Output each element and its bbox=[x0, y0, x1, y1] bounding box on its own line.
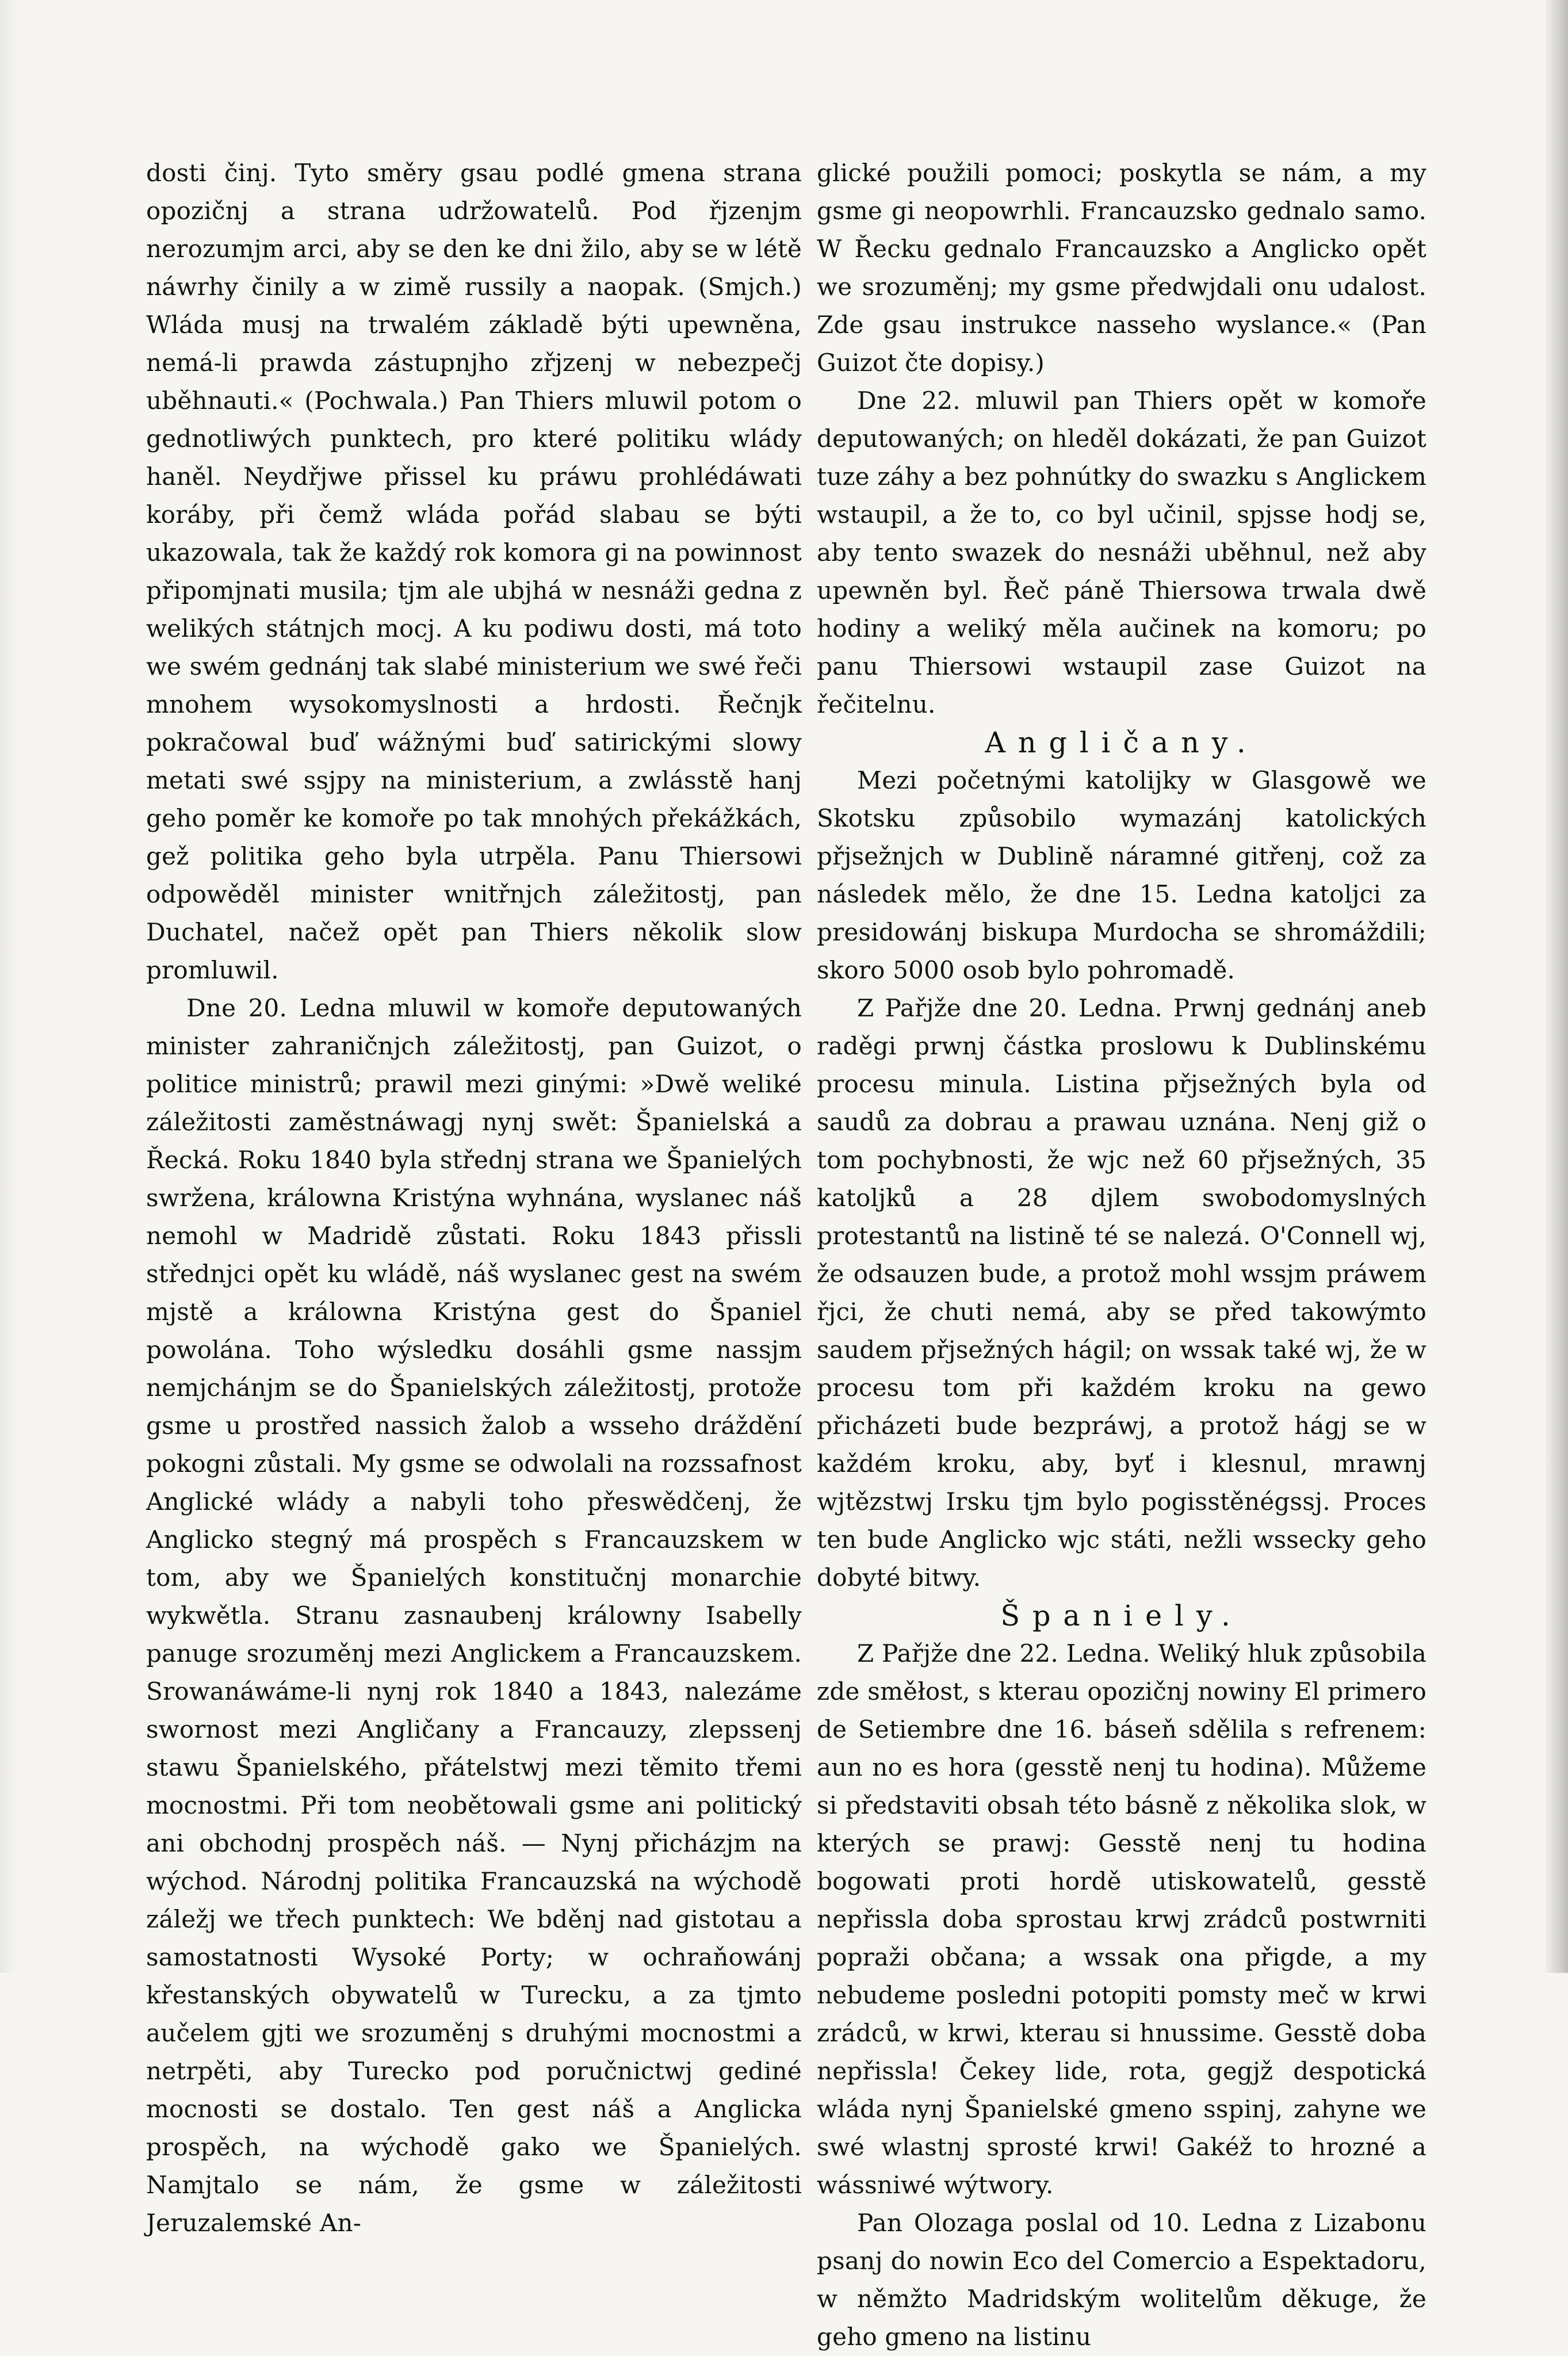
right-column bbox=[817, 154, 1427, 2356]
right-paragraph-2: Dne 22. mluwil pan Thiers opět w komoře deputowaných; on hleděl dokázati, že pan Guizot tuze záhy a bez pohnútky do swazku s Anglickem wstaupil, a že to, co byl učinil, spjsse hodj se, aby tento swazek do nesnáži uběhnul, než aby upewněn byl. Řeč páně Thiersowa trwala dwě hodiny a weliký měla aučinek na komoru; po panu Thiersowi wstaupil zase Guizot na řečitelnu. bbox=[817, 387, 1427, 718]
page-edge-right bbox=[1545, 0, 1568, 1973]
left-column bbox=[146, 154, 802, 2242]
left-paragraph-1: dosti činj. Tyto směry gsau podlé gmena strana opozičnj a strana udržowatelů. Pod řjzenjm nerozumjm arci, aby se den ke dni žilo, aby se w létě náwrhy činily a w zimě russily a naopak. (Smjch.) Wláda musj na trwalém základě býti upewněna, nemá-li prawda zástupnjho zřjzenj w nebezpečj uběhnauti.« (Pochwala.) Pan Thiers mluwil potom o gednotliwých punktech, pro které politiku wlády haněl. Neydřjwe přissel ku práwu prohlédáwati koráby, při čemž wláda pořád slabau se býti ukazowala, tak že každý rok komora gi na powinnost připomjnati musila; tjm ale ubjhá w nesnáži gedna z welikých státnjch mocj. A ku podiwu dosti, má toto we swém gednánj tak slabé ministerium we swé řeči mnohem wysokomyslnosti a hrdosti. Řečnjk pokračowal buď wážnými buď satirickými slowy metati swé ssjpy na ministerium, a zwlásstě hanj geho poměr ke komoře po tak mnohých překážkách, gež politika geho byla utrpěla. Panu Thiersowi odpowěděl minister wnitřnjch záležitostj, pan Duchatel, načež opět pan Thiers několik slow promluwil. bbox=[146, 159, 802, 984]
right-paragraph-5: Z Pařjže dne 22. Ledna. Weliký hluk způsobila zde směłost, s kterau opozičnj nowiny El primero de Setiembre dne 16. báseň sdělila s refrenem: aun no es hora (gesstě nenj tu hodina). Můžeme si představiti obsah této básně z několika slok, w kterých se prawj: Gesstě nenj tu hodina bogowati proti hordě utiskowatelů, gesstě nepřissla doba sprostau krwj zrádců postwrniti popraži občana; a wssak ona přigde, a my nebudeme posledni potopiti pomsty meč w krwi zrádců, w krwi, kterau si hnussime. Gesstě doba nepřissla! Čekey lide, rota, gegjž despotická wláda nynj Španielské gmeno sspinj, zahyne we swé wlastnj sprosté krwi! Gakéž to hrozné a wássniwé wýtwory. bbox=[817, 1639, 1427, 2199]
page-edge-left bbox=[0, 0, 17, 1973]
section-heading-spaniely: Španiely. bbox=[1000, 1599, 1243, 1632]
right-paragraph-6: Pan Olozaga poslal od 10. Ledna z Lizabonu psanj do nowin Eco del Comercio a Espektadoru, w němžto Madridským wolitelům děkuge, že geho gmeno na listinu bbox=[817, 2209, 1427, 2351]
section-heading-anglicany: Angličany. bbox=[985, 726, 1259, 759]
left-paragraph-2: Dne 20. Ledna mluwil w komoře deputowaných minister zahraničnjch záležitostj, pan Guizot, o politice ministrů; prawil mezi ginými: »Dwě weliké záležitosti zaměstnáwagj nynj swět: Španielská a Řecká. Roku 1840 byla střednj strana we Španielých swržena, králowna Kristýna wyhnána, wyslanec náš nemohl w Madridě zůstati. Roku 1843 přissli střednjci opět ku wládě, náš wyslanec gest na swém mjstě a králowna Kristýna gest do Španiel powolána. Toho wýsledku dosáhli gsme nassjm nemjchánjm se do Španielských záležitostj, protože gsme u prostřed nassich žalob a wsseho dráždění pokogni zůstali. My gsme se odwolali na rozssafnost Anglické wlády a nabyli toho přeswědčenj, že Anglicko stegný má prospěch s Francauzskem w tom, aby we Španielých konstitučnj monarchie wykwětla. Stranu zasnaubenj králowny Isabelly panuge srozuměnj mezi Anglickem a Francauzskem. Srowanáwáme-li nynj rok 1840 a 1843, nalezáme swornost mezi Angličany a Francauzy, zlepssenj stawu Španielského, přátelstwj mezi těmito třemi mocnostmi. Při tom neobětowali gsme ani politický ani obchodnj prospěch náš. — Nynj přicházjm na wýchod. Národnj politika Francauzská na wýchodě záležj we třech punktech: We bděnj nad gistotau a samostatnosti Wysoké Porty; w ochraňowánj křestanských obywatelů w Turecku, a za tjmto aučelem gjti we srozuměnj s druhými mocnostmi a netrpěti, aby Turecko pod poručnictwj gediné mocnosti se dostalo. Ten gest náš a Anglicka prospěch, na wýchodě gako we Španielých. Namjtalo se nám, že gsme w záležitosti Jeruzalemské An- bbox=[146, 994, 802, 2237]
right-paragraph-1: glické použili pomoci; poskytla se nám, a my gsme gi neopowrhli. Francauzsko gednalo samo. W Řecku gednalo Francauzsko a Anglicko opět we srozuměnj; my gsme předwjdali onu udalost. Zde gsau instrukce nasseho wyslance.« (Pan Guizot čte dopisy.) bbox=[817, 159, 1427, 377]
right-paragraph-3: Mezi početnými katolijky w Glasgowě we Skotsku způsobilo wymazánj katolických přjsežnjch w Dublině náramné gitřenj, což za následek mělo, že dne 15. Ledna katoljci za presidowánj biskupa Murdocha se shromáždili; skoro 5000 osob bylo pohromadě. bbox=[817, 766, 1427, 984]
right-paragraph-4: Z Pařjže dne 20. Ledna. Prwnj gednánj aneb raděgi prwnj částka proslowu k Dublinskému procesu minula. Listina přjsežných byla od saudů za dobrau a prawau uznána. Nenj giž o tom pochybnosti, že wjc než 60 přjsežných, 35 katoljků a 28 djlem swobodomyslných protestantů na listině té se nalezá. O'Connell wj, že odsauzen bude, a protož mohl wssjm práwem řjci, že chuti nemá, aby se před takowýmto saudem přjsežných hágil; on wssak také wj, že w procesu tom při každém kroku na gewo přicházeti bude bezpráwj, a protož hágj se w každém kroku, aby, byť i klesnul, mrawnj wjtězstwj Irsku tjm bylo pogisstěnégssj. Proces ten bude Anglicko wjc státi, nežli wssecky geho dobyté bitwy. bbox=[817, 994, 1427, 1592]
